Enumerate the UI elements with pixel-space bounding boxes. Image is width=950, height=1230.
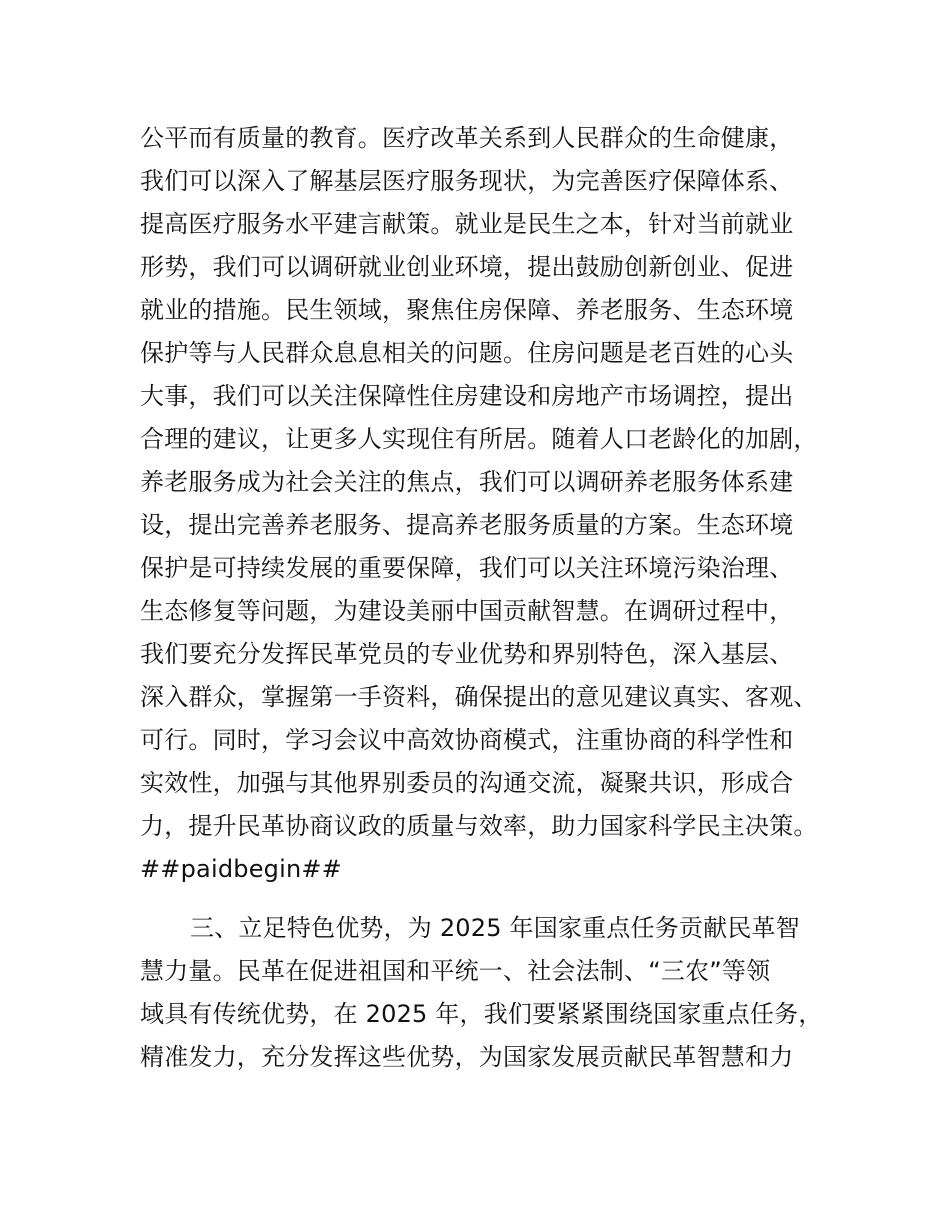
text-line: 养老服务成为社会关注的焦点，我们可以调研养老服务体系建 [140,468,794,496]
section-heading-line: 三、立足特色优势，为 2025 年国家重点任务贡献民革智 [190,914,800,942]
text-line: 深入群众，掌握第一手资料，确保提出的意见建议真实、客观、 [140,683,818,711]
text-line: 就业的措施。民生领域，聚焦住房保障、养老服务、生态环境 [140,296,794,324]
text-line: 大事，我们可以关注保障性住房建设和房地产市场调控，提出 [140,382,794,410]
text-line: 我们要充分发挥民革党员的专业优势和界别特色，深入基层、 [140,640,794,668]
text-line: 保护等与人民群众息息相关的问题。住房问题是老百姓的心头 [140,339,794,367]
text-line: 域具有传统优势，在 2025 年，我们要紧紧围绕国家重点任务， [140,1000,823,1028]
text-line: 力，提升民革协商议政的质量与效率，助力国家科学民主决策。 [140,812,818,840]
text-line: 慧力量。民革在促进祖国和平统一、社会法制、“三农”等领 [140,957,771,985]
text-line: 公平而有质量的教育。医疗改革关系到人民群众的生命健康， [140,124,794,152]
text-line: 设，提出完善养老服务、提高养老服务质量的方案。生态环境 [140,511,794,539]
text-line: 生态修复等问题，为建设美丽中国贡献智慧。在调研过程中， [140,597,794,625]
paid-marker: ##paidbegin## [140,855,342,883]
text-line: 实效性，加强与其他界别委员的沟通交流，凝聚共识，形成合 [140,769,794,797]
text-line: 我们可以深入了解基层医疗服务现状，为完善医疗保障体系、 [140,167,794,195]
text-line: 精准发力，充分发挥这些优势，为国家发展贡献民革智慧和力 [140,1043,794,1071]
text-line: 合理的建议，让更多人实现住有所居。随着人口老龄化的加剧， [140,425,818,453]
text-line: 形势，我们可以调研就业创业环境，提出鼓励创新创业、促进 [140,253,794,281]
text-line: 提高医疗服务水平建言献策。就业是民生之本，针对当前就业 [140,210,794,238]
text-line: 保护是可持续发展的重要保障，我们可以关注环境污染治理、 [140,554,794,582]
text-line: 可行。同时，学习会议中高效协商模式，注重协商的科学性和 [140,726,794,754]
